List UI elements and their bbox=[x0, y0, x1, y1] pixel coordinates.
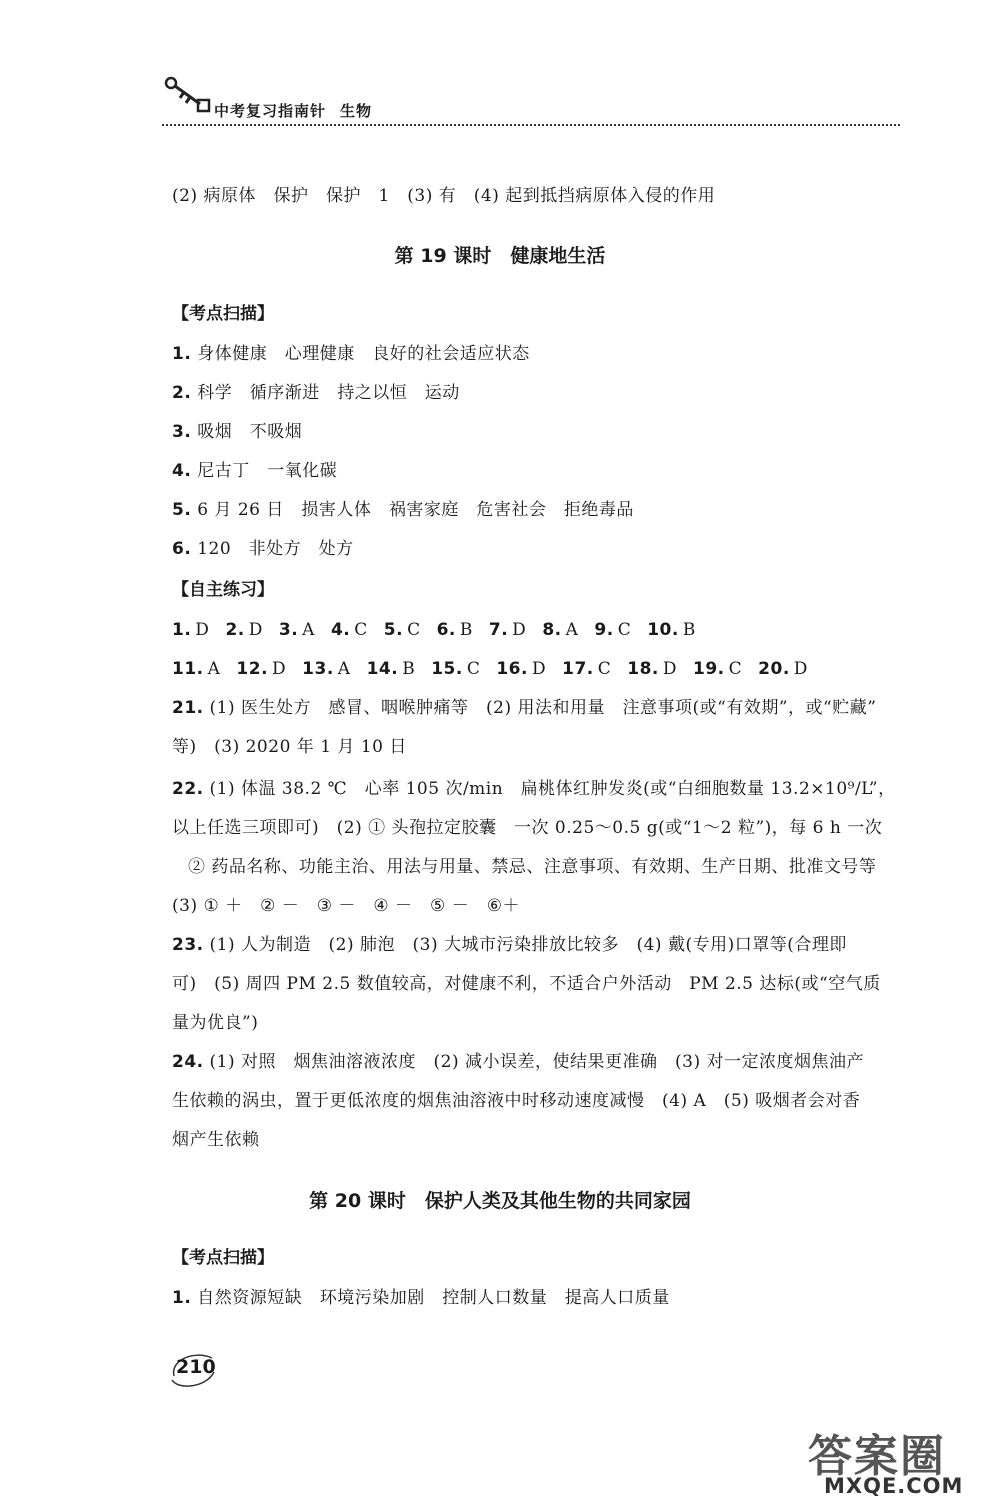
answer-item: 8. A bbox=[542, 620, 579, 640]
answer-item: 3. A bbox=[278, 620, 315, 640]
page-number: 210 bbox=[176, 1356, 216, 1378]
question-23-line-3: 量为优良”) bbox=[172, 1013, 259, 1033]
key-icon bbox=[162, 72, 212, 122]
question-21-line-2: 等) (3) 2020 年 1 月 10 日 bbox=[172, 737, 407, 757]
point-item bbox=[172, 459, 337, 483]
section-heading-practice: 【自主练习】 bbox=[172, 580, 274, 600]
point-text: 科学 循序渐进 持之以恒 运动 bbox=[197, 383, 460, 403]
point-number: 5. bbox=[172, 500, 192, 520]
point-text: 120 非处方 处方 bbox=[197, 539, 354, 559]
book-title: 中考复习指南针 bbox=[214, 102, 327, 120]
answer-item: 20. D bbox=[758, 659, 808, 679]
answer-item: 12. D bbox=[236, 659, 287, 679]
question-22-line-4: (3) ① ＋ ② － ③ － ④ － ⑤ － ⑥＋ bbox=[172, 896, 520, 916]
answer-item: 11. A bbox=[172, 659, 221, 679]
answer-item: 4. C bbox=[330, 620, 368, 640]
point-item bbox=[172, 1286, 670, 1310]
question-24-line-2: 生依赖的涡虫，置于更低浓度的烟焦油溶液中时移动速度减慢 (4) A (5) 吸烟者会对香 bbox=[172, 1091, 861, 1111]
answer-item: 14. B bbox=[366, 659, 416, 679]
question-21-line-1: 21. (1) 医生处方 感冒、咽喉肿痛等 (2) 用法和用量 注意事项(或“有效期”，或“贮藏” bbox=[172, 698, 877, 718]
header-title bbox=[214, 100, 372, 121]
question-22-line-3: ② 药品名称、功能主治、用法与用量、禁忌、注意事项、有效期、生产日期、批准文号等 bbox=[188, 857, 877, 877]
answer-item: 18. D bbox=[627, 659, 678, 679]
question-22-line-2: 以上任选三项即可) (2) ① 头孢拉定胶囊 一次 0.25～0.5 g(或“1～2 粒”)，每 6 h 一次 bbox=[172, 818, 883, 838]
answer-row-1 bbox=[172, 618, 712, 642]
question-number: 21. bbox=[172, 698, 204, 718]
point-text: 尼古丁 一氧化碳 bbox=[197, 461, 338, 481]
answer-item: 1. D bbox=[172, 620, 210, 640]
watermark-url: MXQE.COM bbox=[824, 1474, 964, 1498]
question-number: 24. bbox=[172, 1052, 204, 1072]
answer-item: 15. C bbox=[431, 659, 481, 679]
answer-item: 5. C bbox=[383, 620, 421, 640]
point-item bbox=[172, 342, 530, 366]
page-number-badge bbox=[168, 1346, 220, 1390]
watermark-logo: 答案圈 bbox=[808, 1431, 946, 1482]
question-24-line-1: 24. (1) 对照 烟焦油溶液浓度 (2) 减小误差，使结果更准确 (3) 对一定浓度烟焦油产 bbox=[172, 1052, 864, 1072]
answer-item: 2. D bbox=[225, 620, 263, 640]
point-text: 吸烟 不吸烟 bbox=[197, 422, 303, 442]
point-text: 身体健康 心理健康 良好的社会适应状态 bbox=[197, 344, 530, 364]
point-number: 1. bbox=[172, 344, 192, 364]
watermark bbox=[790, 1420, 990, 1500]
answer-row-2 bbox=[172, 657, 824, 681]
answer-item: 7. D bbox=[488, 620, 527, 640]
point-number: 3. bbox=[172, 422, 192, 442]
point-text: 自然资源短缺 环境污染加剧 控制人口数量 提高人口质量 bbox=[197, 1288, 670, 1308]
lesson-19-title: 第 19 课时 健康地生活 bbox=[394, 245, 606, 267]
point-number: 2. bbox=[172, 383, 192, 403]
answer-item: 16. D bbox=[496, 659, 547, 679]
question-23-line-1: 23. (1) 人为制造 (2) 肺泡 (3) 大城市污染排放比较多 (4) 戴(专用)口罩等(合理即 bbox=[172, 935, 847, 955]
section-heading-points: 【考点扫描】 bbox=[172, 304, 274, 324]
question-number: 22. bbox=[172, 779, 204, 799]
point-number: 4. bbox=[172, 461, 192, 481]
page-header bbox=[162, 70, 902, 130]
subject-label: 生物 bbox=[340, 102, 373, 120]
point-item bbox=[172, 537, 354, 561]
intro-line: (2) 病原体 保护 保护 1 (3) 有 (4) 起到抵挡病原体入侵的作用 bbox=[172, 186, 716, 206]
question-number: 23. bbox=[172, 935, 204, 955]
question-23-line-2: 可) (5) 周四 PM 2.5 数值较高，对健康不利，不适合户外活动 PM 2.5 达标(或“空气质 bbox=[172, 974, 881, 994]
point-number: 6. bbox=[172, 539, 192, 559]
point-text: 6 月 26 日 损害人体 祸害家庭 危害社会 拒绝毒品 bbox=[197, 500, 634, 520]
header-divider bbox=[162, 124, 900, 126]
lesson-20-title: 第 20 课时 保护人类及其他生物的共同家园 bbox=[309, 1190, 691, 1212]
question-22-line-1: 22. (1) 体温 38.2 ℃ 心率 105 次/min 扁桃体红肿发炎(或“白细胞数量 13.2×10⁹/L”， bbox=[172, 779, 896, 799]
point-item bbox=[172, 420, 302, 444]
answer-item: 6. B bbox=[436, 620, 473, 640]
answer-item: 13. A bbox=[302, 659, 351, 679]
point-item bbox=[172, 498, 634, 522]
answer-item: 9. C bbox=[594, 620, 632, 640]
answer-item: 17. C bbox=[562, 659, 612, 679]
answer-item: 19. C bbox=[693, 659, 743, 679]
question-24-line-3: 烟产生依赖 bbox=[172, 1130, 260, 1150]
point-number: 1. bbox=[172, 1288, 192, 1308]
point-item bbox=[172, 381, 460, 405]
section-heading-points-20: 【考点扫描】 bbox=[172, 1248, 274, 1268]
answer-item: 10. B bbox=[647, 620, 696, 640]
